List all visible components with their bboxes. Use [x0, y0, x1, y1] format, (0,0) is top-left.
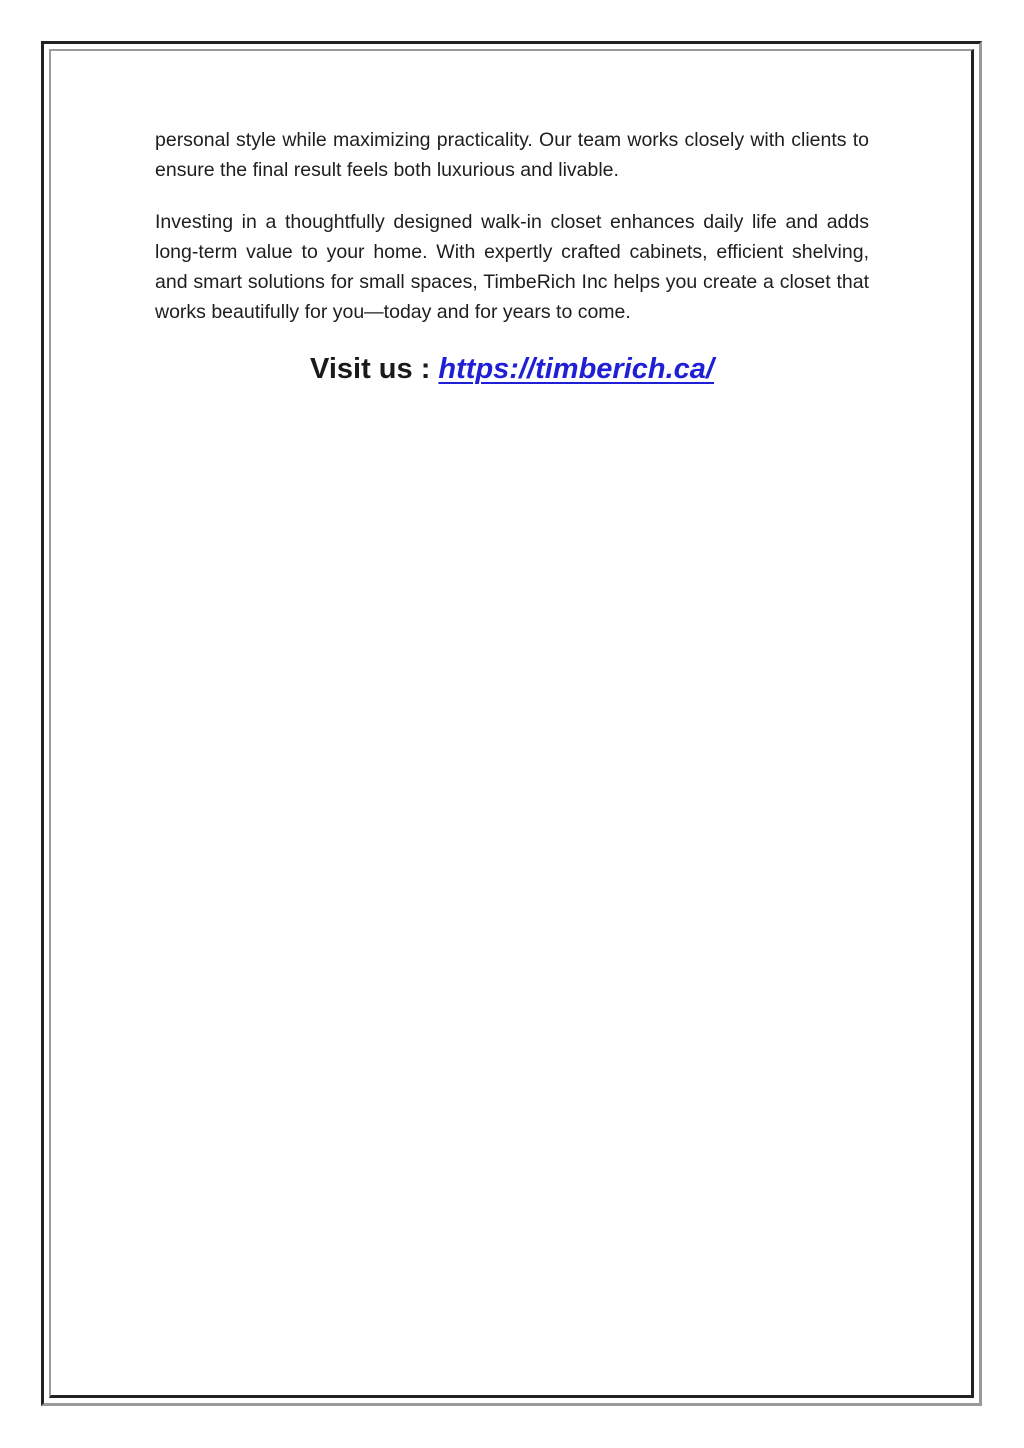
document-body: [155, 125, 869, 389]
visit-us-line: [155, 349, 869, 389]
paragraph-investment: Investing in a thoughtfully designed walk-in closet enhances daily life and adds long-term value to your home. With expertly crafted cabinets, efficient shelving, and smart solutions for small spaces, TimbeRich Inc helps you create a closet that works beautifully for you—today and for years to come.: [155, 211, 869, 323]
visit-us-label: Visit us :: [310, 353, 431, 385]
paragraph-intro-continuation: personal style while maximizing practicality. Our team works closely with clients to ensure the final result feels both luxurious and livable.: [155, 129, 869, 181]
website-link[interactable]: https://timberich.ca/: [438, 353, 714, 385]
